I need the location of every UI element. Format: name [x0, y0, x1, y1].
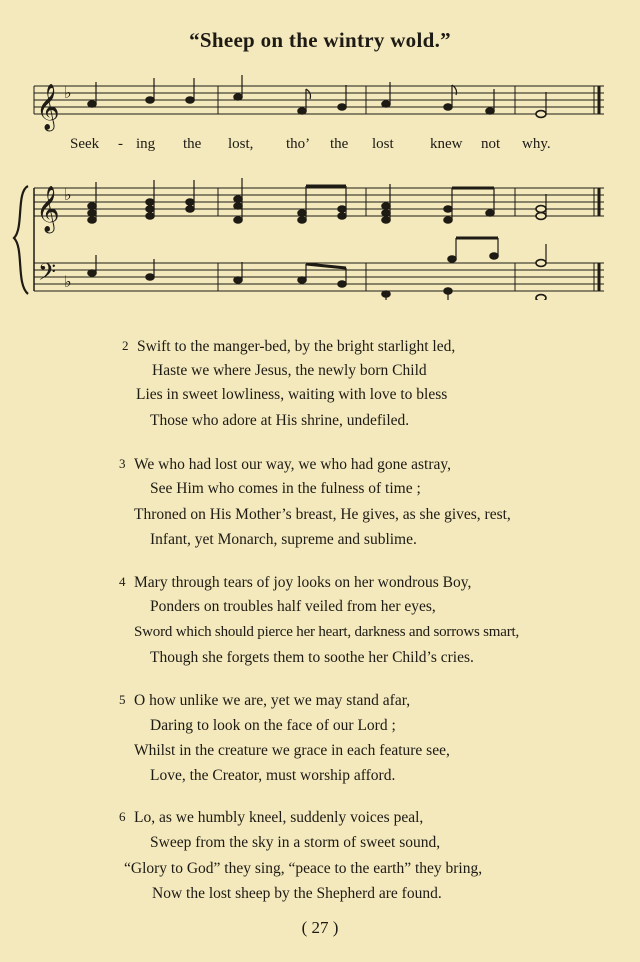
- bass-clef-icon: 𝄢: [38, 258, 57, 291]
- lyric-syllable: ing: [136, 136, 156, 152]
- verse-line: Daring to look on the face of our Lord ;: [150, 717, 396, 734]
- verse-line: Mary through tears of joy looks on her wondrous Boy,: [134, 574, 472, 591]
- verse-number: 4: [119, 574, 126, 589]
- treble-staff: [34, 188, 604, 216]
- lyric-syllable: the: [183, 136, 202, 152]
- page-number: ( 27 ): [301, 918, 339, 937]
- verse-line: Those who adore at His shrine, undefiled.: [150, 412, 410, 429]
- verse-line: Throned on His Mother’s breast, He gives, as she gives, rest,: [134, 506, 511, 523]
- lyric-syllable: knew: [430, 136, 463, 152]
- verse-line: Swift to the manger-bed, by the bright starlight led,: [137, 338, 456, 355]
- verse-line: Whilst in the creature we grace in each feature see,: [134, 742, 450, 759]
- lyric-syllable: -: [118, 136, 123, 152]
- verse-line: Though she forgets them to soothe her Child’s cries.: [150, 649, 474, 666]
- hymn-title: “Sheep on the wintry wold.”: [189, 28, 451, 52]
- melody-notes: [88, 75, 546, 117]
- lyric-syllable: lost: [372, 136, 394, 152]
- verse-line: O how unlike we are, yet we may stand afar,: [134, 692, 411, 709]
- verse-number: 5: [119, 692, 126, 707]
- treble-clef-icon: 𝄞: [36, 186, 60, 232]
- flat-icon: ♭: [64, 272, 72, 291]
- lyric-syllable: Seek: [70, 136, 100, 152]
- verse-line: “Glory to God” they sing, “peace to the earth” they bring,: [124, 860, 483, 877]
- lyric-syllable: tho’: [286, 136, 311, 152]
- lyric-syllable: not: [481, 136, 501, 152]
- verse-line: Ponders on troubles half veiled from her eyes,: [150, 598, 436, 615]
- treble-clef-icon: 𝄞: [36, 84, 60, 130]
- verse-number: 2: [122, 338, 129, 353]
- brace-icon: [14, 186, 28, 294]
- verse-line: Lo, as we humbly kneel, suddenly voices peal,: [134, 809, 424, 826]
- bass-staff: [34, 263, 604, 291]
- melody-staff: [34, 86, 604, 114]
- lyric-syllable: the: [330, 136, 349, 152]
- verse-number: 3: [119, 456, 126, 471]
- flat-icon: ♭: [64, 185, 72, 204]
- lyric-syllable: why.: [522, 136, 551, 152]
- verse-line: Sword which should pierce her heart, darkness and sorrows smart,: [134, 624, 520, 640]
- verse-line: Love, the Creator, must worship afford.: [150, 767, 396, 784]
- verse-line: Sweep from the sky in a storm of sweet sound,: [150, 834, 441, 851]
- verse-line: We who had lost our way, we who had gone astray,: [134, 456, 451, 473]
- music-score: [0, 60, 640, 300]
- verse-number: 6: [119, 809, 126, 824]
- verse-line: Lies in sweet lowliness, waiting with love to bless: [136, 386, 448, 403]
- verse-line: Infant, yet Monarch, supreme and sublime.: [150, 531, 417, 548]
- verse-line: Now the lost sheep by the Shepherd are found.: [152, 885, 442, 902]
- lyric-syllable: lost,: [228, 136, 254, 152]
- verse-line: See Him who comes in the fulness of time ;: [150, 480, 421, 497]
- flat-icon: ♭: [64, 83, 72, 102]
- verse-line: Haste we where Jesus, the newly born Child: [152, 362, 427, 379]
